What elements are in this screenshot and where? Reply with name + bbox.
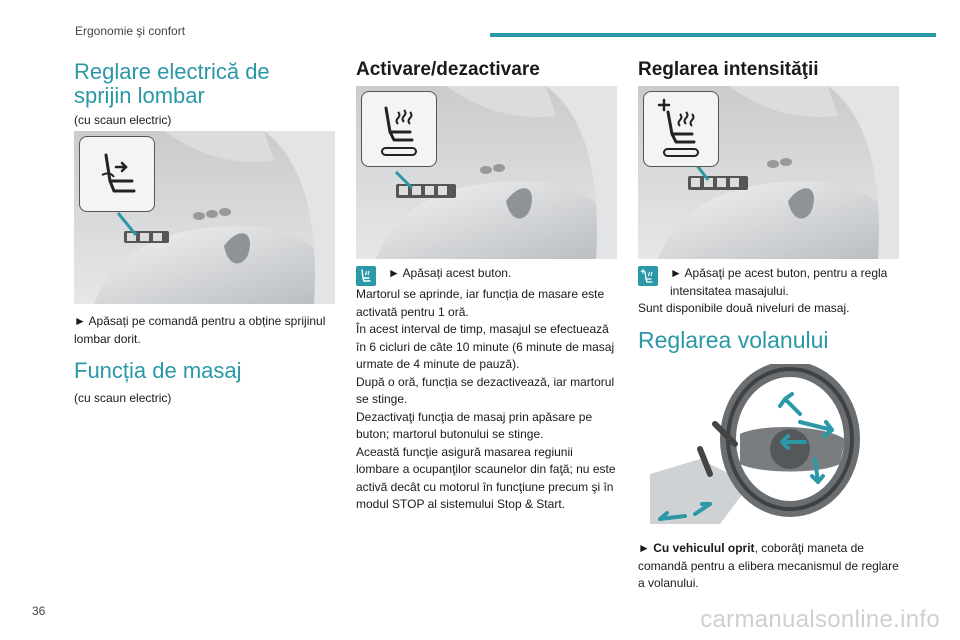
massage-seat-icon xyxy=(361,91,437,167)
activation-title: Activare/dezactivare xyxy=(356,59,540,80)
steering-title: Reglarea volanului xyxy=(638,327,829,353)
steering-instruction-bold: ► Cu vehiculul oprit xyxy=(638,541,755,555)
massage-note: (cu scaun electric) xyxy=(74,391,172,405)
activation-bullet: ► Apăsați acest buton. xyxy=(388,266,512,280)
page-number: 36 xyxy=(32,604,46,618)
steering-wheel-illustration xyxy=(640,364,860,529)
intensity-bullet: ► Apăsaţi pe acest buton, pentru a regla intensitatea masajului. xyxy=(670,266,888,298)
activation-line-1: Martorul se aprinde, iar funcția de masare este activată pentru 1 oră. xyxy=(356,287,605,319)
activation-line-3: După o oră, funcția se dezactivează, iar martorul se stinge. xyxy=(356,374,615,406)
steering-instruction-rest: , coborâţi maneta de comandă pentru a elibera mecanismul de reglare a volanului. xyxy=(638,541,899,590)
massage-intensity-icon xyxy=(638,266,658,286)
lumbar-seat-icon xyxy=(79,136,155,212)
intensity-levels: Sunt disponibile două niveluri de masaj. xyxy=(638,301,850,315)
activation-line-5: Această funcţie asigură masarea regiunii lombare a ocupanţilor scaunelor din faţă; nu este activă decât cu motorul în funcţiune precum şi în modul STOP al sistemului Stop & Start. xyxy=(356,444,616,511)
lumbar-instruction: ► Apăsați pe comandă pentru a obține sprijinul lombar dorit. xyxy=(74,314,326,346)
lumbar-title: Reglare electrică de sprijin lombar xyxy=(74,59,270,108)
watermark: carmanualsonline.info xyxy=(700,606,940,633)
activation-line-2: În acest interval de timp, masajul se efectuează în 6 cicluri de câte 10 minute (6 minute de masaj urmate de 4 minute de pauză). xyxy=(356,322,615,371)
intensity-title: Reglarea intensităţii xyxy=(638,59,819,80)
header-accent-bar xyxy=(490,33,936,37)
massage-seat-icon xyxy=(356,266,376,286)
intensity-text xyxy=(638,265,900,318)
activation-text xyxy=(356,265,618,514)
massage-title: Funcția de masaj xyxy=(74,358,242,383)
activation-line-4: Dezactivaţi funcţia de masaj prin apăsare pe buton; martorul butonului se stinge. xyxy=(356,409,593,441)
section-label: Ergonomie şi confort xyxy=(75,24,186,38)
massage-intensity-icon xyxy=(643,91,719,167)
steering-instruction xyxy=(638,540,908,593)
lumbar-note: (cu scaun electric) xyxy=(74,113,172,127)
